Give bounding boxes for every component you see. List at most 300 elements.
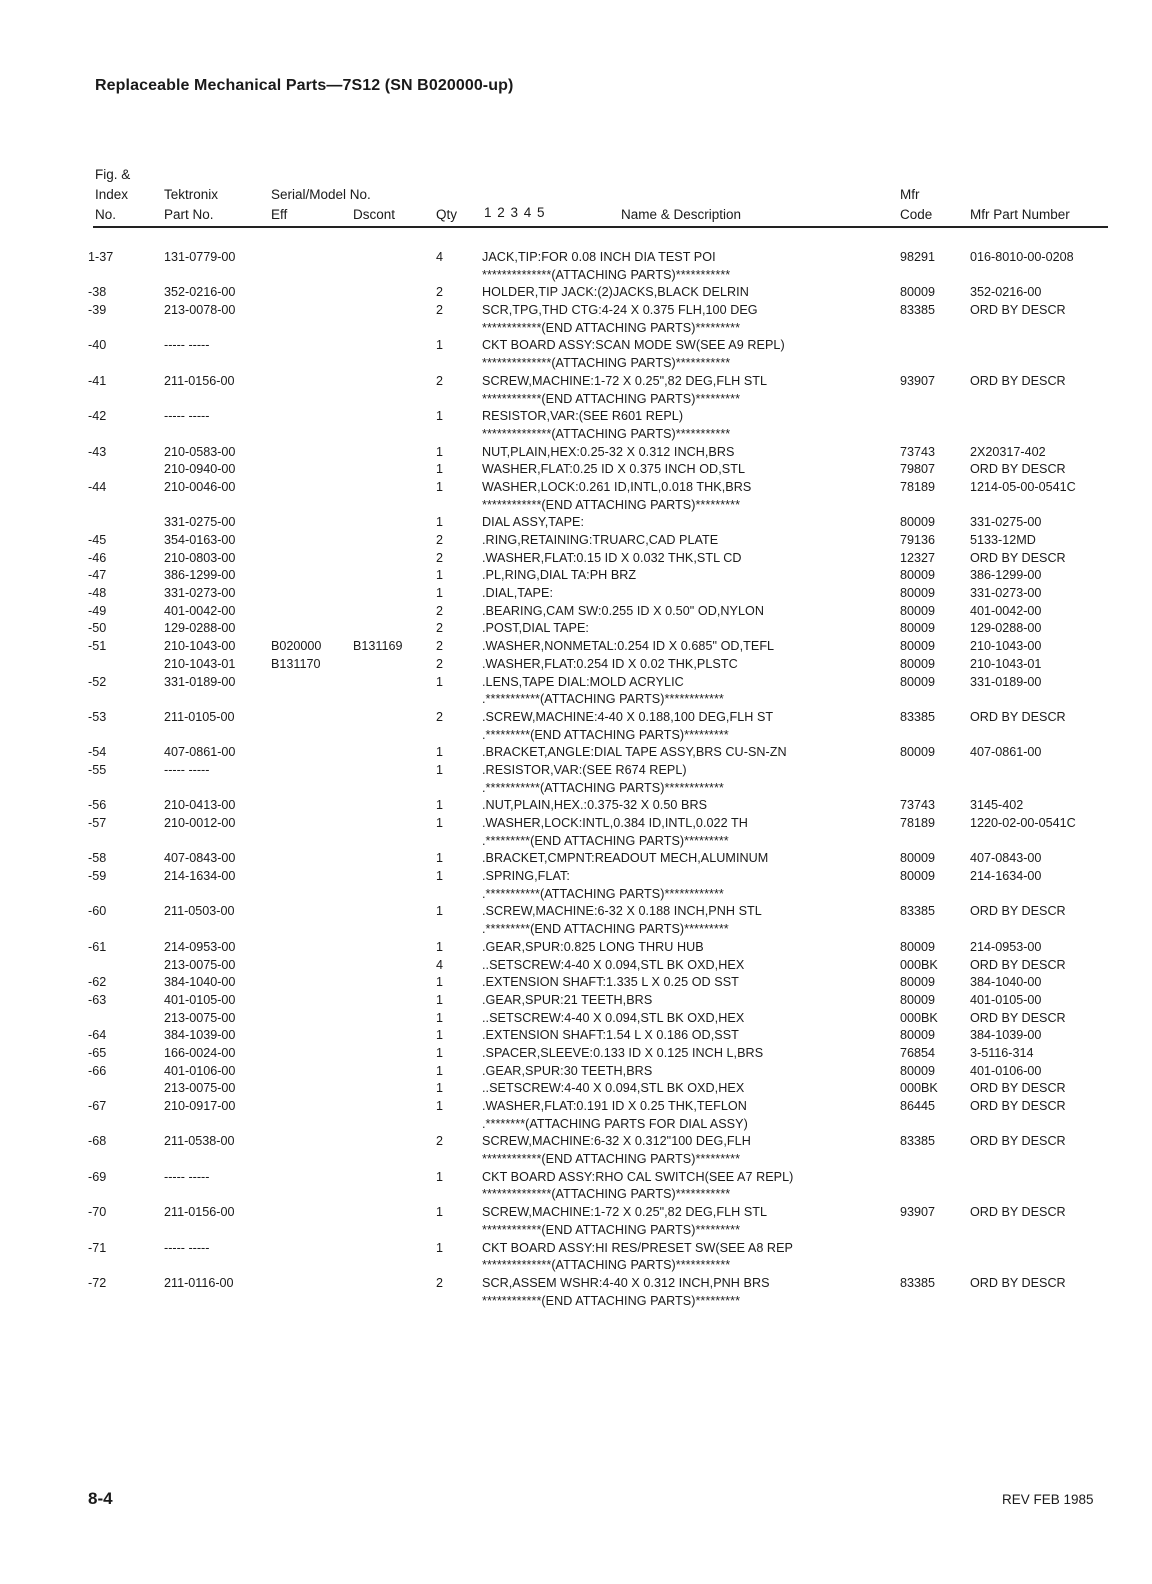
fig-index: -67 xyxy=(88,1099,107,1113)
part-number: 210-1043-00 xyxy=(164,639,236,654)
name-description: SCR,ASSEM WSHR:4-40 X 0.312 INCH,PNH BRS xyxy=(482,1275,770,1290)
name-description: .RESISTOR,VAR:(SEE R674 REPL) xyxy=(482,762,687,777)
quantity: 1 xyxy=(436,338,444,353)
table-row xyxy=(0,461,1152,479)
name-description: SCREW,MACHINE:1-72 X 0.25",82 DEG,FLH STL xyxy=(482,373,768,388)
table-row xyxy=(0,815,1152,833)
table-row xyxy=(0,497,1152,515)
name-description: .*********(END ATTACHING PARTS)********* xyxy=(482,727,729,742)
table-row xyxy=(0,1240,1152,1258)
fig-index: -39 xyxy=(88,303,107,318)
table-row xyxy=(0,302,1152,320)
fig-index: -58 xyxy=(88,851,107,866)
name-description: **************(ATTACHING PARTS)*********** xyxy=(482,426,731,441)
fig-index: -44 xyxy=(88,479,107,494)
mfr-part-number: ORD BY DESCR xyxy=(970,904,1066,919)
fig-index: -42 xyxy=(88,409,107,424)
part-number: 210-0917-00 xyxy=(164,1099,236,1113)
table-row xyxy=(0,567,1152,585)
fig-index: -70 xyxy=(88,1205,107,1220)
fig-index: -51 xyxy=(88,639,107,654)
mfr-code: 78189 xyxy=(900,479,936,494)
quantity: 2 xyxy=(436,621,444,636)
fig-index: 1-37 xyxy=(88,250,114,264)
part-number: 210-0940-00 xyxy=(164,462,236,477)
fig-index: -65 xyxy=(88,1045,107,1060)
table-row xyxy=(0,479,1152,497)
mfr-part-number: 386-1299-00 xyxy=(970,568,1042,583)
mfr-code: 80009 xyxy=(900,869,936,884)
table-row xyxy=(0,1293,1152,1311)
name-description: .*********(END ATTACHING PARTS)********* xyxy=(482,922,729,937)
table-row xyxy=(0,426,1152,444)
mfr-part-number: ORD BY DESCR xyxy=(970,709,1066,724)
mfr-part-number: 5133-12MD xyxy=(970,533,1036,547)
fig-index: -47 xyxy=(88,568,107,583)
part-number: 407-0843-00 xyxy=(164,851,236,866)
name-description: DIAL ASSY,TAPE: xyxy=(482,515,585,530)
table-row xyxy=(0,992,1152,1010)
fig-index: -40 xyxy=(88,338,107,353)
name-description: RESISTOR,VAR:(SEE R601 REPL) xyxy=(482,409,684,424)
mfr-code: 000BK xyxy=(900,1081,938,1096)
part-number: ----- ----- xyxy=(164,762,210,777)
mfr-code: 73743 xyxy=(900,444,936,459)
header-no: No. xyxy=(95,207,117,222)
header-index: Index xyxy=(95,187,129,202)
mfr-code: 83385 xyxy=(900,303,936,318)
part-number: 210-1043-01 xyxy=(164,656,236,671)
fig-index: -41 xyxy=(88,373,107,388)
mfr-code: 80009 xyxy=(900,621,936,636)
name-description: ************(END ATTACHING PARTS)********* xyxy=(482,1152,741,1167)
table-row xyxy=(0,1222,1152,1240)
header-serial-model: Serial/Model No. xyxy=(271,187,371,202)
part-number: 401-0042-00 xyxy=(164,603,236,618)
mfr-part-number: ORD BY DESCR xyxy=(970,1081,1066,1096)
header-dscont: Dscont xyxy=(353,207,396,222)
table-row xyxy=(0,1063,1152,1081)
quantity: 1 xyxy=(436,1099,444,1113)
quantity: 1 xyxy=(436,568,444,583)
fig-index: -72 xyxy=(88,1275,107,1290)
table-row xyxy=(0,1010,1152,1028)
quantity: 1 xyxy=(436,1205,444,1220)
name-description: .********(ATTACHING PARTS FOR DIAL ASSY) xyxy=(482,1116,748,1131)
name-description: **************(ATTACHING PARTS)*********** xyxy=(482,356,731,371)
mfr-part-number: ORD BY DESCR xyxy=(970,1099,1066,1113)
serial-dscont: B131169 xyxy=(353,639,403,654)
fig-index: -46 xyxy=(88,550,107,565)
quantity: 1 xyxy=(436,515,444,530)
fig-index: -71 xyxy=(88,1240,107,1255)
part-number: 210-0583-00 xyxy=(164,444,236,459)
mfr-code: 80009 xyxy=(900,639,936,654)
quantity: 1 xyxy=(436,1063,444,1078)
mfr-code: 80009 xyxy=(900,285,936,300)
mfr-part-number: ORD BY DESCR xyxy=(970,1010,1066,1025)
table-row xyxy=(0,532,1152,550)
part-number: 131-0779-00 xyxy=(164,250,236,264)
quantity: 2 xyxy=(436,303,444,318)
quantity: 1 xyxy=(436,674,444,689)
header-part-no: Part No. xyxy=(164,207,214,222)
mfr-code: 76854 xyxy=(900,1045,936,1060)
mfr-part-number: ORD BY DESCR xyxy=(970,303,1066,318)
fig-index: -61 xyxy=(88,939,107,954)
table-row xyxy=(0,550,1152,568)
part-number: 331-0189-00 xyxy=(164,674,236,689)
part-number: 211-0156-00 xyxy=(164,373,235,388)
part-number: 331-0275-00 xyxy=(164,515,236,530)
table-row xyxy=(0,1080,1152,1098)
quantity: 1 xyxy=(436,816,444,830)
quantity: 1 xyxy=(436,444,444,459)
table-row xyxy=(0,514,1152,532)
part-number: ----- ----- xyxy=(164,338,210,353)
table-row xyxy=(0,674,1152,692)
mfr-code: 80009 xyxy=(900,568,936,583)
part-number: 210-0803-00 xyxy=(164,550,236,565)
mfr-part-number: ORD BY DESCR xyxy=(970,373,1066,388)
fig-index: -49 xyxy=(88,603,107,618)
part-number: 213-0075-00 xyxy=(164,1010,236,1025)
name-description: .***********(ATTACHING PARTS)************ xyxy=(482,692,724,707)
mfr-code: 80009 xyxy=(900,1028,936,1043)
name-description: ..SETSCREW:4-40 X 0.094,STL BK OXD,HEX xyxy=(482,957,745,972)
table-row xyxy=(0,444,1152,462)
part-number: 407-0861-00 xyxy=(164,745,236,760)
fig-index: -62 xyxy=(88,975,107,990)
table-row xyxy=(0,1275,1152,1293)
mfr-part-number: ORD BY DESCR xyxy=(970,957,1066,972)
quantity: 4 xyxy=(436,250,444,264)
part-number: 384-1039-00 xyxy=(164,1028,236,1043)
mfr-part-number: 401-0105-00 xyxy=(970,992,1042,1007)
mfr-part-number: 129-0288-00 xyxy=(970,621,1042,636)
quantity: 1 xyxy=(436,1240,444,1255)
table-row xyxy=(0,886,1152,904)
mfr-part-number: 210-1043-00 xyxy=(970,639,1042,654)
revision-date: REV FEB 1985 xyxy=(1002,1492,1094,1507)
name-description: SCREW,MACHINE:6-32 X 0.312"100 DEG,FLH xyxy=(482,1134,751,1149)
mfr-part-number: 016-8010-00-0208 xyxy=(970,250,1074,264)
table-row xyxy=(0,585,1152,603)
mfr-code: 000BK xyxy=(900,1010,938,1025)
fig-index: -63 xyxy=(88,992,107,1007)
part-number: 214-0953-00 xyxy=(164,939,236,954)
mfr-part-number: 210-1043-01 xyxy=(970,656,1042,671)
table-row xyxy=(0,974,1152,992)
table-row xyxy=(0,1204,1152,1222)
mfr-code: 80009 xyxy=(900,992,936,1007)
table-row xyxy=(0,797,1152,815)
table-row xyxy=(0,744,1152,762)
quantity: 2 xyxy=(436,550,444,565)
name-description: ************(END ATTACHING PARTS)********* xyxy=(482,1293,741,1308)
mfr-part-number: ORD BY DESCR xyxy=(970,1275,1066,1290)
table-row xyxy=(0,1169,1152,1187)
mfr-code: 80009 xyxy=(900,1063,936,1078)
header-mfr-part-number: Mfr Part Number xyxy=(970,207,1070,222)
part-number: 129-0288-00 xyxy=(164,621,236,636)
name-description: .WASHER,FLAT:0.254 ID X 0.02 THK,PLSTC xyxy=(482,656,738,671)
mfr-part-number: 3145-402 xyxy=(970,798,1024,813)
part-number: 213-0075-00 xyxy=(164,957,236,972)
table-row xyxy=(0,1098,1152,1116)
name-description: .BRACKET,CMPNT:READOUT MECH,ALUMINUM xyxy=(482,851,769,866)
table-row xyxy=(0,957,1152,975)
table-row xyxy=(0,1027,1152,1045)
serial-eff: B131170 xyxy=(271,656,321,671)
quantity: 2 xyxy=(436,639,444,654)
fig-index: -57 xyxy=(88,816,107,830)
quantity: 1 xyxy=(436,586,444,601)
mfr-code: 80009 xyxy=(900,586,936,601)
quantity: 1 xyxy=(436,1028,444,1043)
name-description: .WASHER,FLAT:0.15 ID X 0.032 THK,STL CD xyxy=(482,550,742,565)
name-description: CKT BOARD ASSY:SCAN MODE SW(SEE A9 REPL) xyxy=(482,338,785,353)
name-description: ************(END ATTACHING PARTS)********* xyxy=(482,1222,741,1237)
name-description: .PL,RING,DIAL TA:PH BRZ xyxy=(482,568,637,583)
part-number: 354-0163-00 xyxy=(164,533,236,547)
mfr-part-number: 3-5116-314 xyxy=(970,1045,1034,1060)
part-number: 210-0046-00 xyxy=(164,479,236,494)
name-description: NUT,PLAIN,HEX:0.25-32 X 0.312 INCH,BRS xyxy=(482,444,735,459)
quantity: 2 xyxy=(436,709,444,724)
name-description: ************(END ATTACHING PARTS)********* xyxy=(482,320,741,335)
table-row xyxy=(0,320,1152,338)
name-description: .GEAR,SPUR:30 TEETH,BRS xyxy=(482,1063,653,1078)
part-number: 214-1634-00 xyxy=(164,869,236,884)
quantity: 1 xyxy=(436,1169,444,1184)
name-description: .DIAL,TAPE: xyxy=(482,586,554,601)
name-description: .SPRING,FLAT: xyxy=(482,869,570,884)
mfr-code: 93907 xyxy=(900,1205,936,1220)
part-number: ----- ----- xyxy=(164,1240,210,1255)
part-number: 211-0538-00 xyxy=(164,1134,235,1149)
fig-index: -53 xyxy=(88,709,107,724)
name-description: ************(END ATTACHING PARTS)********* xyxy=(482,391,741,406)
mfr-part-number: 2X20317-402 xyxy=(970,444,1046,459)
quantity: 1 xyxy=(436,904,444,919)
mfr-code: 83385 xyxy=(900,904,936,919)
quantity: 2 xyxy=(436,603,444,618)
table-row xyxy=(0,656,1152,674)
name-description: WASHER,LOCK:0.261 ID,INTL,0.018 THK,BRS xyxy=(482,479,752,494)
table-row xyxy=(0,833,1152,851)
mfr-part-number: 1220-02-00-0541C xyxy=(970,816,1076,830)
table-row xyxy=(0,603,1152,621)
fig-index: -66 xyxy=(88,1063,107,1078)
name-description: .SCREW,MACHINE:4-40 X 0.188,100 DEG,FLH ST xyxy=(482,709,774,724)
table-row xyxy=(0,373,1152,391)
header-mfr: Mfr xyxy=(900,187,920,202)
part-number: 211-0503-00 xyxy=(164,904,235,919)
mfr-part-number: 407-0843-00 xyxy=(970,851,1042,866)
table-row xyxy=(0,284,1152,302)
header-name-description: Name & Description xyxy=(621,207,742,222)
mfr-part-number: ORD BY DESCR xyxy=(970,462,1066,477)
mfr-part-number: 401-0106-00 xyxy=(970,1063,1042,1078)
table-row xyxy=(0,1045,1152,1063)
quantity: 1 xyxy=(436,869,444,884)
mfr-part-number: 384-1039-00 xyxy=(970,1028,1042,1043)
mfr-part-number: 214-1634-00 xyxy=(970,869,1042,884)
mfr-code: 83385 xyxy=(900,709,936,724)
table-row xyxy=(0,762,1152,780)
table-row xyxy=(0,337,1152,355)
part-number: 211-0116-00 xyxy=(164,1275,234,1290)
table-row xyxy=(0,709,1152,727)
name-description: ************(END ATTACHING PARTS)********* xyxy=(482,497,741,512)
mfr-code: 000BK xyxy=(900,957,938,972)
part-number: ----- ----- xyxy=(164,1169,210,1184)
mfr-part-number: 352-0216-00 xyxy=(970,285,1042,300)
part-number: 211-0156-00 xyxy=(164,1205,235,1220)
fig-index: -45 xyxy=(88,533,107,547)
table-row xyxy=(0,921,1152,939)
name-description: CKT BOARD ASSY:HI RES/PRESET SW(SEE A8 REP xyxy=(482,1240,793,1255)
table-row xyxy=(0,1116,1152,1134)
fig-index: -50 xyxy=(88,621,107,636)
header-mfr-code: Code xyxy=(900,207,933,222)
fig-index: -59 xyxy=(88,869,107,884)
mfr-code: 80009 xyxy=(900,603,936,618)
name-description: .EXTENSION SHAFT:1.54 L X 0.186 OD,SST xyxy=(482,1028,739,1043)
name-description: .EXTENSION SHAFT:1.335 L X 0.25 OD SST xyxy=(482,975,739,990)
part-number: ----- ----- xyxy=(164,409,210,424)
name-description: .NUT,PLAIN,HEX.:0.375-32 X 0.50 BRS xyxy=(482,798,708,813)
part-number: 386-1299-00 xyxy=(164,568,236,583)
part-number: 213-0078-00 xyxy=(164,303,236,318)
quantity: 2 xyxy=(436,656,444,671)
fig-index: -68 xyxy=(88,1134,107,1149)
name-description: **************(ATTACHING PARTS)*********** xyxy=(482,1258,731,1273)
mfr-part-number: 214-0953-00 xyxy=(970,939,1042,954)
name-description: WASHER,FLAT:0.25 ID X 0.375 INCH OD,STL xyxy=(482,462,745,477)
table-row xyxy=(0,939,1152,957)
mfr-part-number: 331-0275-00 xyxy=(970,515,1042,530)
name-description: .GEAR,SPUR:0.825 LONG THRU HUB xyxy=(482,939,704,954)
mfr-part-number: 384-1040-00 xyxy=(970,975,1042,990)
mfr-part-number: 331-0273-00 xyxy=(970,586,1042,601)
fig-index: -52 xyxy=(88,674,107,689)
name-description: ..SETSCREW:4-40 X 0.094,STL BK OXD,HEX xyxy=(482,1081,745,1096)
quantity: 2 xyxy=(436,1275,444,1290)
fig-index: -38 xyxy=(88,285,107,300)
mfr-code: 80009 xyxy=(900,515,936,530)
name-description: .WASHER,FLAT:0.191 ID X 0.25 THK,TEFLON xyxy=(482,1099,747,1113)
part-number: 331-0273-00 xyxy=(164,586,236,601)
quantity: 4 xyxy=(436,957,444,972)
mfr-code: 86445 xyxy=(900,1099,936,1113)
mfr-code: 73743 xyxy=(900,798,936,813)
header-indent-levels: 1 2 3 4 5 xyxy=(484,205,545,220)
page-title: Replaceable Mechanical Parts—7S12 (SN B020000-up) xyxy=(95,77,514,94)
quantity: 2 xyxy=(436,285,444,300)
mfr-code: 93907 xyxy=(900,373,936,388)
quantity: 1 xyxy=(436,409,444,424)
name-description: .GEAR,SPUR:21 TEETH,BRS xyxy=(482,992,653,1007)
parts-table-body xyxy=(0,249,1152,1310)
table-header xyxy=(0,165,1152,225)
table-row xyxy=(0,1133,1152,1151)
table-row xyxy=(0,638,1152,656)
quantity: 1 xyxy=(436,1010,444,1025)
part-number: 210-0413-00 xyxy=(164,798,236,813)
header-qty: Qty xyxy=(436,207,458,222)
quantity: 1 xyxy=(436,851,444,866)
mfr-code: 98291 xyxy=(900,250,936,264)
mfr-part-number: 401-0042-00 xyxy=(970,603,1042,618)
quantity: 2 xyxy=(436,533,444,547)
name-description: .BEARING,CAM SW:0.255 ID X 0.50" OD,NYLON xyxy=(482,603,765,618)
table-row xyxy=(0,1257,1152,1275)
table-row xyxy=(0,391,1152,409)
fig-index: -64 xyxy=(88,1028,107,1043)
quantity: 1 xyxy=(436,1045,444,1060)
mfr-code: 80009 xyxy=(900,656,936,671)
part-number: 166-0024-00 xyxy=(164,1045,236,1060)
mfr-code: 80009 xyxy=(900,745,936,760)
name-description: .*********(END ATTACHING PARTS)********* xyxy=(482,833,729,848)
header-fig: Fig. & xyxy=(95,167,131,182)
mfr-code: 83385 xyxy=(900,1134,936,1149)
name-description: .***********(ATTACHING PARTS)************ xyxy=(482,886,724,901)
table-row xyxy=(0,408,1152,426)
quantity: 1 xyxy=(436,992,444,1007)
fig-index: -69 xyxy=(88,1169,107,1184)
fig-index: -56 xyxy=(88,798,107,813)
part-number: 401-0105-00 xyxy=(164,992,236,1007)
table-row xyxy=(0,691,1152,709)
quantity: 1 xyxy=(436,745,444,760)
fig-index: -48 xyxy=(88,586,107,601)
name-description: .LENS,TAPE DIAL:MOLD ACRYLIC xyxy=(482,674,684,689)
header-eff: Eff xyxy=(271,207,288,222)
name-description: CKT BOARD ASSY:RHO CAL SWITCH(SEE A7 REPL) xyxy=(482,1169,794,1184)
part-number: 352-0216-00 xyxy=(164,285,236,300)
name-description: .RING,RETAINING:TRUARC,CAD PLATE xyxy=(482,533,719,547)
name-description: .POST,DIAL TAPE: xyxy=(482,621,589,636)
mfr-code: 83385 xyxy=(900,1275,936,1290)
fig-index: -43 xyxy=(88,444,107,459)
quantity: 1 xyxy=(436,798,444,813)
table-row xyxy=(0,868,1152,886)
table-row xyxy=(0,727,1152,745)
mfr-code: 80009 xyxy=(900,851,936,866)
table-row xyxy=(0,1186,1152,1204)
header-tektronix: Tektronix xyxy=(164,187,219,202)
quantity: 1 xyxy=(436,975,444,990)
name-description: SCR,TPG,THD CTG:4-24 X 0.375 FLH,100 DEG xyxy=(482,303,758,318)
name-description: **************(ATTACHING PARTS)*********** xyxy=(482,267,731,282)
quantity: 1 xyxy=(436,479,444,494)
name-description: ..SETSCREW:4-40 X 0.094,STL BK OXD,HEX xyxy=(482,1010,745,1025)
mfr-code: 79807 xyxy=(900,462,936,477)
quantity: 2 xyxy=(436,1134,444,1149)
header-rule xyxy=(93,226,1108,228)
mfr-code: 80009 xyxy=(900,975,936,990)
part-number: 210-0012-00 xyxy=(164,816,236,830)
name-description: **************(ATTACHING PARTS)*********** xyxy=(482,1187,731,1202)
part-number: 384-1040-00 xyxy=(164,975,236,990)
mfr-part-number: ORD BY DESCR xyxy=(970,1205,1066,1220)
quantity: 1 xyxy=(436,1081,444,1096)
name-description: .SPACER,SLEEVE:0.133 ID X 0.125 INCH L,BRS xyxy=(482,1045,764,1060)
quantity: 1 xyxy=(436,462,444,477)
